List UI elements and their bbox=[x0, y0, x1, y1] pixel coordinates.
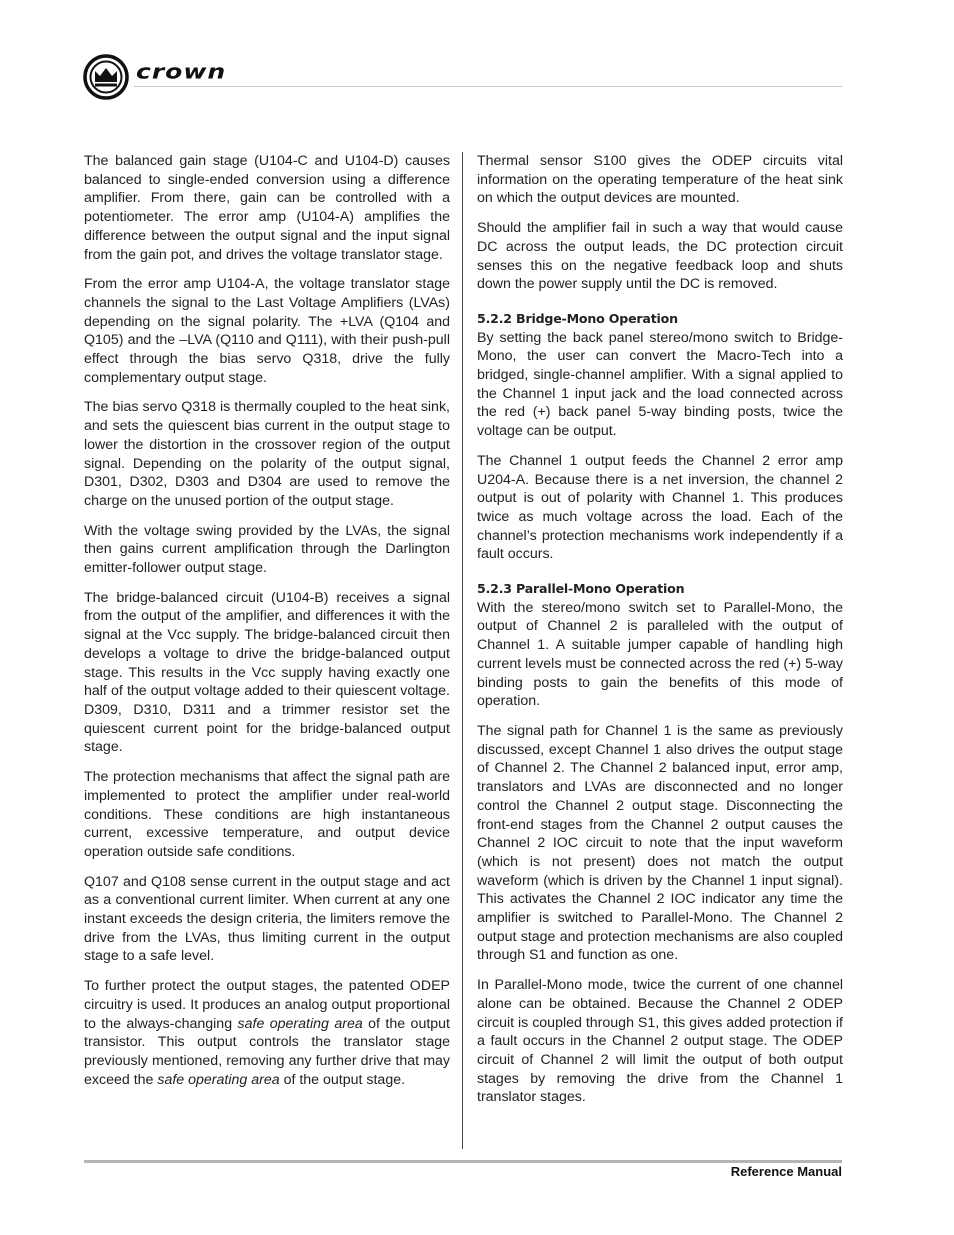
heading-bridge-mono: 5.2.2 Bridge-Mono Operation bbox=[477, 310, 678, 326]
paragraph-bias-servo: The bias servo Q318 is thermally coupled to the heat sink, and sets the quiescent bias current in the output stage to lower the distortion in the crossover region of the output signal. Depending on the polarity of the output signal, D301, D302, D303 and D304 are used to remove the charge on the unused portion of the output stage. bbox=[84, 399, 450, 509]
footer-rule bbox=[84, 1160, 842, 1163]
odep-emphasis-1: safe operating area bbox=[237, 1015, 363, 1032]
odep-text-b: of the output transistor. This output controls the translator stage previously mentioned, removing any further drive that may exceed the bbox=[84, 1015, 451, 1088]
paragraph-dc-protection: Should the amplifier fail in such a way that would cause DC across the output leads, the DC protection circuit senses this on the negative feedback loop and shuts down the power supply until the DC is removed. bbox=[477, 220, 843, 293]
odep-text-a: To further protect the output stages, the patented ODEP circuitry is used. It produces an analog output proportional to the always-changing bbox=[84, 978, 450, 1032]
column-divider bbox=[462, 152, 463, 1149]
paragraph-parallel-mono: With the stereo/mono switch set to Parallel-Mono, the output of Channel 2 is paralleled with the output of Channel 1. A suitable jumper capable of handling high current levels must be connected across the red (+) 5-way binding posts to gain the benefits of this mode of operation. bbox=[477, 599, 843, 710]
odep-emphasis-2: safe operating area bbox=[157, 1071, 280, 1088]
right-column bbox=[477, 152, 843, 1118]
paragraph-bridge-mono: By setting the back panel stereo/mono switch to Bridge-Mono, the user can convert the Macro-Tech into a bridged, single-channel amplifier. With a signal applied to the Channel 1 input jack and the load connected across the red (+) back panel 5-way binding posts, twice the voltage can be output. bbox=[477, 329, 843, 440]
left-column bbox=[84, 152, 450, 1100]
crown-logo-icon bbox=[83, 54, 129, 100]
paragraph-channel-output: The Channel 1 output feeds the Channel 2 error amp U204-A. Because there is a net inversion, the channel 2 output is out of polarity with Channel 1. This produces twice as much voltage across the load. Each of the channel’s protection mechanisms work independently if a fault occurs. bbox=[477, 452, 843, 563]
odep-text-c: of the output stage. bbox=[279, 1071, 406, 1088]
paragraph-thermal-sensor: Thermal sensor S100 gives the ODEP circuits vital information on the operating temperature of the heat sink on which the output devices are mounted. bbox=[477, 153, 843, 207]
header-rule bbox=[134, 86, 842, 87]
paragraph-current-limiter: Q107 and Q108 sense current in the output stage and act as a conventional current limiter. When current at any one instant exceeds the design criteria, the limiters remove the drive from the LVAs, thus limiting current in the output stage to a safe level. bbox=[84, 873, 450, 965]
paragraph-odep bbox=[84, 977, 450, 1089]
paragraph-translator-stage: From the error amp U104-A, the voltage translator stage channels the signal to the Last Voltage Amplifiers (LVAs) depending on the signal polarity. The +LVA (Q104 and Q105) and the –LVA (Q110 and Q111), with their push-pull effect through the bias servo Q318, drive the fully complementary output stage. bbox=[84, 276, 450, 386]
footer-label: Reference Manual bbox=[730, 1164, 842, 1179]
heading-parallel-mono: 5.2.3 Parallel-Mono Operation bbox=[477, 581, 685, 597]
paragraph-parallel-current: In Parallel-Mono mode, twice the current of one channel alone can be obtained. Because the Channel 2 ODEP circuit is coupled through S1, this gives added protection if a fault occurs in the Channel 2 output stage. The ODEP circuit of Channel 2 will limit the output of both output stages by removing the drive from the Channel 1 translator stages. bbox=[477, 977, 843, 1106]
brand-wordmark: crown bbox=[136, 60, 227, 84]
paragraph-bridge-balanced: The bridge-balanced circuit (U104-B) receives a signal from the output of the amplifier, and differences it with the signal at the Vcc supply. The bridge-balanced circuit then develops a voltage to drive the bridge-balanced output stage. This results in the Vcc supply having exactly one half of the output voltage added to their quiescent voltage. D309, D310, D311 and a trimmer resistor set the quiescent current point for the bridge-balanced output stage. bbox=[84, 589, 450, 756]
paragraph-gain-stage: The balanced gain stage (U104-C and U104-D) causes balanced to single-ended conversion using a difference amplifier. From there, gain can be controlled with a potentiometer. The error amp (U104-A) amplifies the difference between the output signal and the input signal from the gain pot, and drives the voltage translator stage. bbox=[84, 153, 450, 263]
paragraph-protection: The protection mechanisms that affect the signal path are implemented to protect the amplifier under real-world conditions. These conditions are high instantaneous current, excessive temperature, and output device operation outside safe conditions. bbox=[84, 769, 450, 860]
paragraph-signal-path: The signal path for Channel 1 is the same as previously discussed, except Channel 1 also drives the output stage of Channel 2. The Channel 2 balanced input, error amp, translators and LVAs are disconnected and no longer control the Channel 2 output stage. Disconnecting the front-end stages from the Channel 2 output causes the Channel 2 IOC circuit to note that the input waveform (which is not present) does not match the output waveform (which is driven by the Channel 1 input signal). This activates the Channel 2 IOC indicator any time the amplifier is switched to Parallel-Mono. The Channel 2 output stage and protection mechanisms are also coupled through S1 and function as one. bbox=[477, 722, 843, 964]
paragraph-darlington: With the voltage swing provided by the LVAs, the signal then gains current amplification through the Darlington emitter-follower output stage. bbox=[84, 522, 450, 577]
